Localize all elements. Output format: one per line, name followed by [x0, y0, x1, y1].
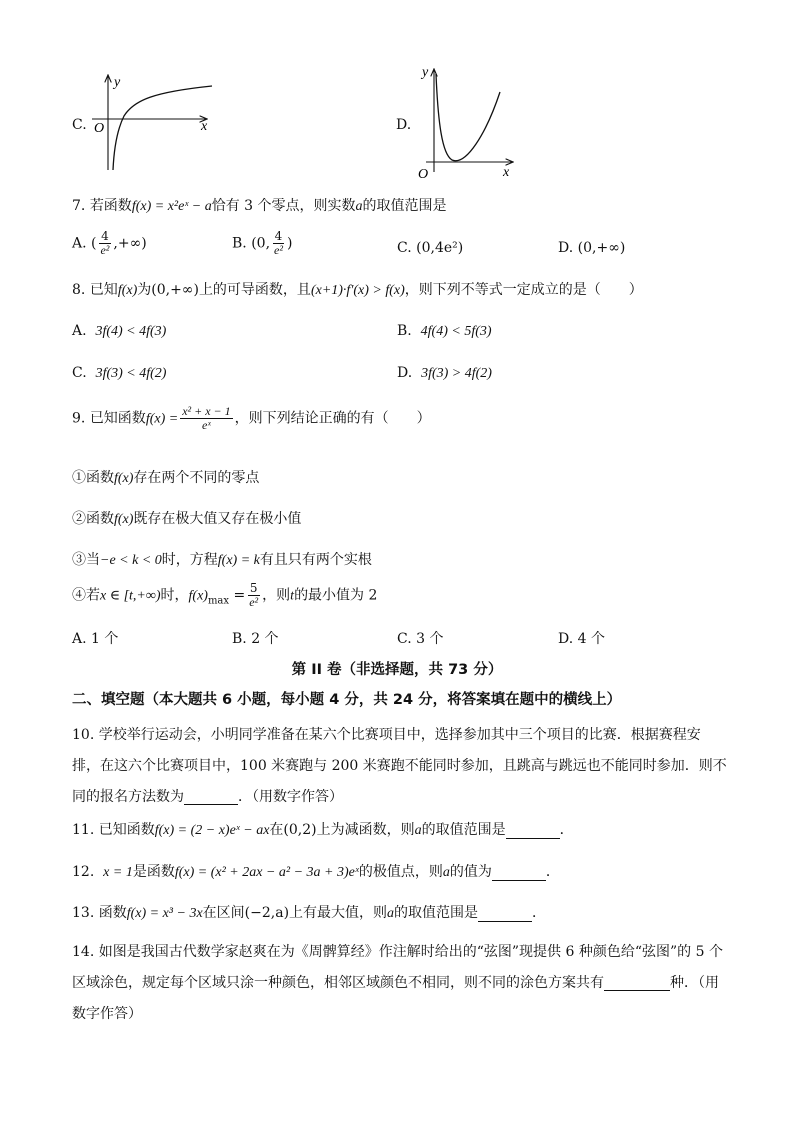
option-c-label: C.: [72, 117, 87, 133]
question-14-line-1: 14. 如图是我国古代数学家赵爽在为《周髀算经》作注解时给出的“弦图”现提供 6 种颜色给“弦图”的 5 个: [72, 944, 723, 960]
q12-answer-blank[interactable]: [492, 866, 546, 881]
q7-option-a[interactable]: A. ( $\frac{4}{\text{e²}}$ ,+∞): [72, 229, 147, 258]
q8-option-c[interactable]: C. 3f(3) < 4f(2): [72, 365, 167, 381]
option-d-label: D.: [396, 117, 412, 133]
question-13: 13. 函数f(x) = x³ − 3x在区间(−2,a)上有最大值，则a的取值范围是 ．: [72, 905, 547, 921]
graph-c-x-label: x: [201, 119, 208, 134]
part-2-title: 第 II 卷（非选择题，共 73 分）: [291, 662, 503, 678]
q8-option-b[interactable]: B. 4f(4) < 5f(3): [397, 323, 492, 339]
question-10-line-3: 同的报名方法数为 ．（用数字作答）: [72, 789, 343, 805]
q8-option-d[interactable]: D. 3f(3) > 4f(2): [397, 365, 492, 381]
q7-option-d[interactable]: D. (0,+∞): [558, 240, 626, 256]
graph-c-log-curve: [88, 68, 218, 173]
q11-answer-blank[interactable]: [506, 824, 560, 839]
q7-option-b[interactable]: B. (0, $\frac{4}{\text{e²}}$ ): [232, 229, 293, 258]
question-8: 8. 已知f(x)为(0,+∞)上的可导函数，且(x+1)·f′(x) > f(x)，则下列不等式一定成立的是（ ）: [72, 282, 643, 298]
graph-d-y-label: y: [422, 65, 429, 80]
q9-option-d[interactable]: D. 4 个: [558, 631, 605, 647]
question-10-line-1: 10. 学校举行运动会，小明同学准备在某六个比赛项目中，选择参加其中三个项目的比赛．根据赛程安: [72, 727, 701, 743]
q9-option-a[interactable]: A. 1 个: [72, 631, 119, 647]
question-7: 7. 若函数f(x) = x²eˣ − a恰有 3 个零点，则实数a的取值范围是: [72, 198, 447, 214]
question-10-line-2: 排，在这六个比赛项目中，100 米赛跑与 200 米赛跑不能同时参加，且跳高与跳远也不能同时参加．则不: [72, 758, 727, 774]
question-14-line-3: 数字作答）: [72, 1006, 142, 1022]
q9-statement-4: ④若x ∈ [t,+∞)时，$f(x)_{max}$ = $\frac{5}{\text{e²}}$ ，则t的最小值为 2: [72, 581, 378, 610]
q9-statement-2: ②函数f(x)既存在极大值又存在极小值: [72, 511, 302, 527]
question-12: 12. x = 1是函数f(x) = (x² + 2ax − a² − 3a + 3)eˣ的极值点，则a的值为 ．: [72, 864, 560, 880]
graph-d-origin-label: O: [418, 167, 429, 180]
q9-statement-1: ①函数f(x)存在两个不同的零点: [72, 470, 260, 486]
question-9: 9. 已知函数f(x) = $\frac{\text{x² + x − 1}}{\text{eˣ}}$ ，则下列结论正确的有（ ）: [72, 404, 431, 433]
q13-answer-blank[interactable]: [478, 907, 532, 922]
q7-option-c[interactable]: C. (0,4e²): [397, 240, 464, 256]
question-14-line-2: 区域涂色，规定每个区域只涂一种颜色，相邻区域颜色不相同，则不同的涂色方案共有 种．（用: [72, 975, 719, 991]
q14-answer-blank[interactable]: [604, 976, 670, 991]
graph-d-x-label: x: [503, 165, 510, 180]
q9-statement-3: ③当−e < k < 0时，方程f(x) = k有且只有两个实根: [72, 552, 372, 568]
q8-option-a[interactable]: A. 3f(4) < 4f(3): [72, 323, 167, 339]
q9-option-c[interactable]: C. 3 个: [397, 631, 444, 647]
graph-d-curve: [414, 62, 519, 180]
section-2-title: 二、填空题（本大题共 6 小题，每小题 4 分，共 24 分，将答案填在题中的横线上）: [72, 692, 622, 708]
graph-c-origin-label: O: [94, 121, 105, 136]
question-11: 11. 已知函数f(x) = (2 − x)eˣ − ax在(0,2)上为减函数，则a的取值范围是 ．: [72, 822, 574, 838]
q10-answer-blank[interactable]: [184, 790, 238, 805]
graph-c-y-label: y: [114, 75, 121, 90]
q9-option-b[interactable]: B. 2 个: [232, 631, 279, 647]
